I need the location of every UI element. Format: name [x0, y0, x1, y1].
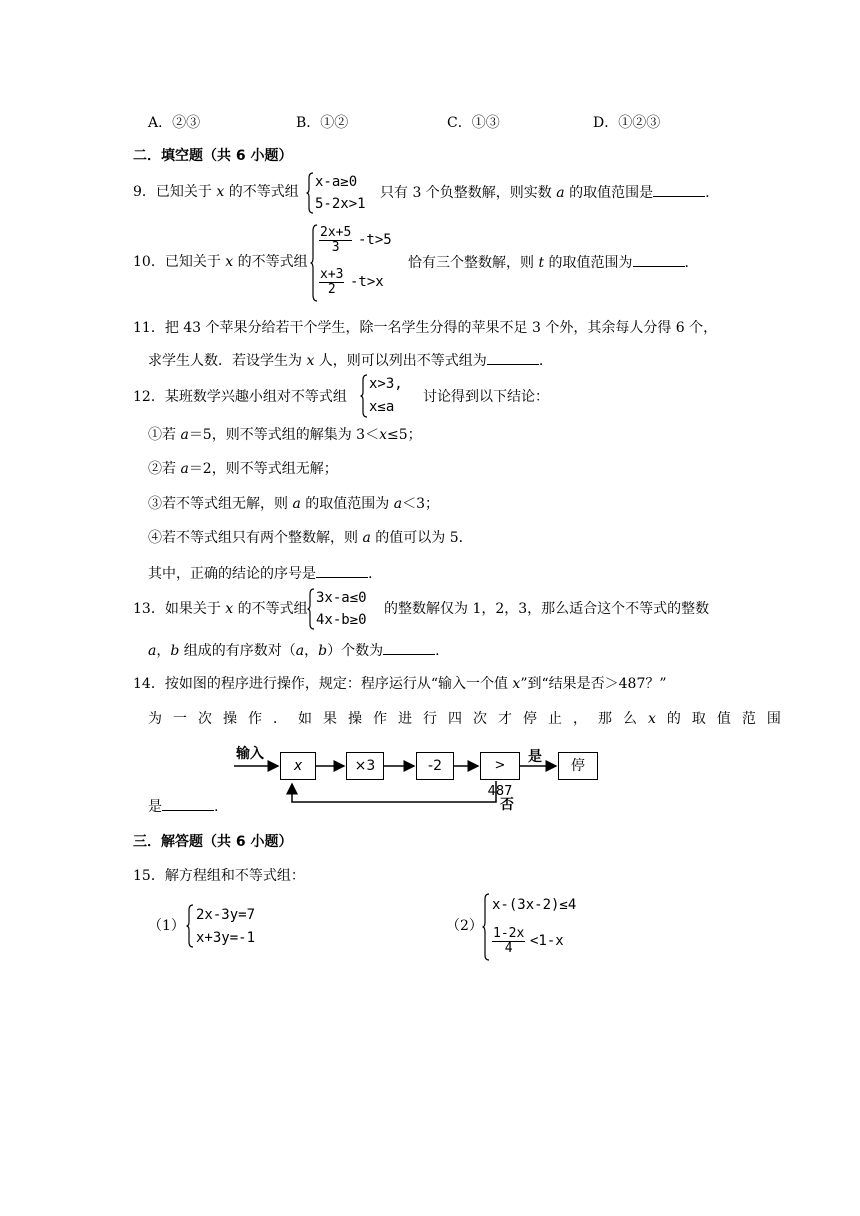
q10-fraction-1: $\frac{2x+5}{3}$ — [320, 225, 352, 255]
q15-part-1-row-1: 2x-3y=7 — [196, 907, 256, 923]
question-11-line-1: 11．把 43 个苹果分给若干个学生，除一名学生分得的苹果不足 3 个外，其余每人分得 6 个， — [133, 320, 718, 336]
q15-part-1-label: （1） — [148, 918, 185, 934]
q10-row-1-rest: -t>5 — [358, 232, 392, 248]
q13-row-1: 3x-a≤0 — [316, 590, 367, 606]
q13-system — [307, 588, 387, 630]
q10-system — [310, 224, 410, 302]
question-14-line-3: 是 . — [148, 796, 218, 817]
question-12-rest: 讨论得到以下结论： — [423, 389, 549, 405]
question-15: 15．解方程组和不等式组： — [133, 868, 305, 884]
brace-icon — [310, 224, 318, 302]
brace-icon — [360, 374, 368, 418]
q15-part-2-label: （2） — [446, 918, 483, 934]
q12-system — [360, 374, 416, 418]
program-flowchart — [230, 740, 610, 816]
q12-conclusion-4: ④若不等式组只有两个整数解，则 a 的值可以为 5． — [148, 530, 473, 546]
question-9: 9．已知关于 x 的不等式组 — [133, 184, 299, 200]
question-13-line-2: a，b 组成的有序数对（a，b）个数为 . — [148, 640, 440, 661]
flow-box-times-3: ×3 — [346, 752, 384, 780]
question-13: 13．如果关于 x 的不等式组 — [133, 601, 308, 617]
flow-input-label: 输入 — [236, 746, 264, 762]
q15-part-1-system — [186, 904, 276, 948]
answer-blank — [316, 563, 368, 578]
question-11-line-2: 求学生人数．若设学生为 x 人，则可以列出不等式组为 . — [148, 350, 543, 371]
flow-box-stop: 停 — [558, 752, 598, 780]
q8-option-a: A．②③ — [148, 115, 201, 131]
q10-fraction-2: $\frac{x+3}{2}$ — [320, 267, 344, 297]
question-14-line-2: 为一次操作．如果操作进行四次才停止，那么x的取值范围 — [148, 711, 792, 727]
q15-part-1-row-2: x+3y=-1 — [196, 930, 256, 946]
answer-blank — [653, 182, 705, 197]
question-12: 12．某班数学兴趣小组对不等式组 — [133, 389, 347, 405]
q15-part-2-system — [482, 893, 602, 961]
q12-row-2: x≤a — [369, 399, 395, 415]
q12-conclusion-3: ③若不等式组无解，则 a 的取值范围为 a＜3； — [148, 496, 439, 512]
flow-no-label: 否 — [500, 797, 514, 813]
brace-icon — [307, 588, 315, 630]
section-heading-solve: 三．解答题（共 6 小题） — [133, 834, 293, 850]
q9-row-1: x-a≥0 — [315, 174, 358, 190]
question-9-rest: 只有 3 个负整数解，则实数 a 的取值范围是 . — [380, 182, 710, 203]
answer-blank — [162, 796, 214, 811]
flow-box-minus-2: -2 — [416, 752, 454, 780]
q13-row-2: 4x-b≥0 — [316, 612, 367, 628]
flow-box-x: x — [280, 752, 316, 780]
question-10-rest: 恰有三个整数解，则 t 的取值范围为 . — [408, 252, 689, 273]
q8-option-d: D．①②③ — [593, 115, 661, 131]
answer-blank — [383, 640, 435, 655]
q8-option-c: C．①③ — [447, 115, 500, 131]
question-10: 10．已知关于 x 的不等式组 — [133, 254, 308, 270]
flow-box-compare: > 487 — [480, 752, 520, 780]
q15-part-2-row-2-rest: <1-x — [530, 933, 564, 949]
flow-yes-label: 是 — [528, 749, 542, 765]
q8-option-b: B．①② — [296, 115, 349, 131]
q12-conclusion-2: ②若 a＝2，则不等式组无解； — [148, 461, 338, 477]
q15-part-2-fraction: $\frac{1-2x}{4}$ — [493, 926, 525, 956]
answer-blank — [487, 350, 539, 365]
section-heading-fill-in: 二．填空题（共 6 小题） — [133, 148, 293, 164]
question-13-rest: 的整数解仅为 1，2，3，那么适合这个不等式的整数 — [384, 601, 710, 617]
q15-part-2-row-1: x-(3x-2)≤4 — [492, 897, 577, 913]
brace-icon — [482, 893, 490, 961]
brace-icon — [306, 172, 314, 214]
question-14-line-1: 14．按如图的程序进行操作，规定：程序运行从“输入一个值 x”到“结果是否＞487？” — [133, 676, 667, 692]
q10-row-2-rest: -t>x — [350, 274, 384, 290]
q12-row-1: x>3, — [369, 376, 403, 392]
brace-icon — [186, 904, 194, 948]
q12-conclusion-1: ①若 a＝5，则不等式组的解集为 3＜x≤5； — [148, 427, 422, 443]
q9-row-2: 5-2x>1 — [315, 196, 366, 212]
q9-system — [306, 172, 386, 214]
answer-blank — [633, 252, 685, 267]
q12-ask: 其中，正确的结论的序号是 . — [148, 563, 372, 584]
